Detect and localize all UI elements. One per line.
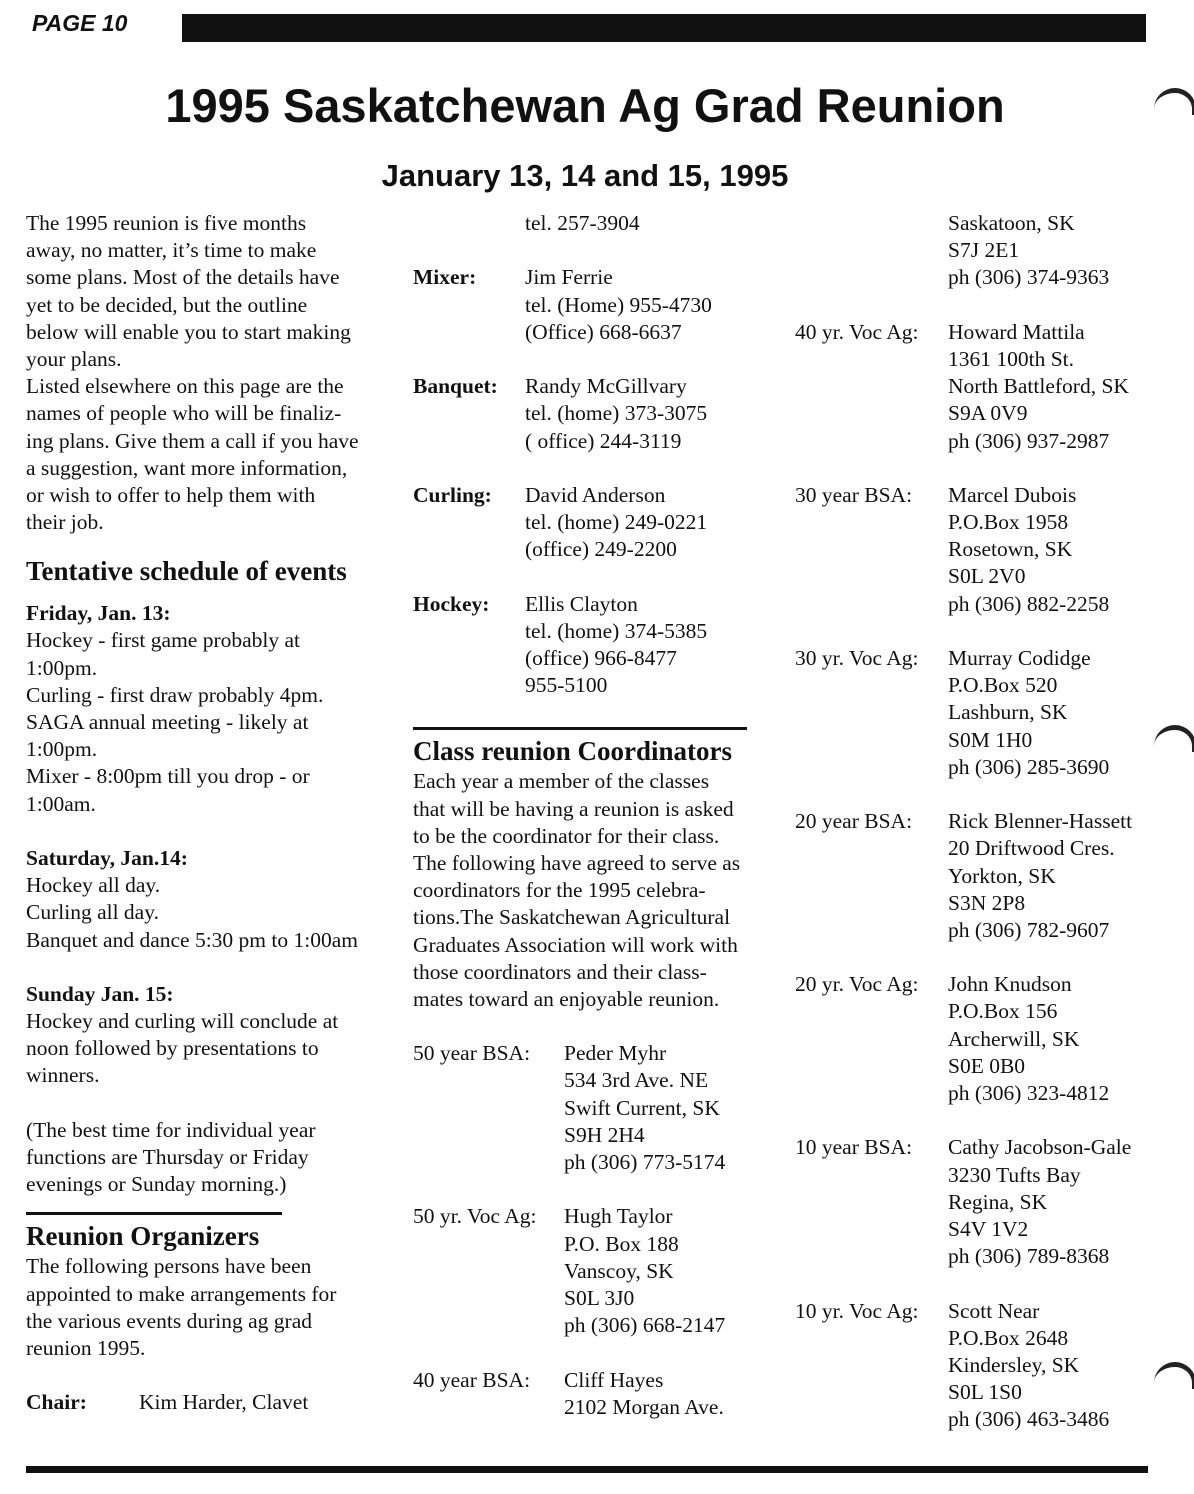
- coordinator-line: S0L 2V0: [948, 564, 1026, 589]
- coordinator-line: Howard Mattila: [948, 319, 1085, 344]
- organizer-line: (office) 249-2200: [525, 537, 677, 562]
- coordinator-line: ph (306) 463-3486: [948, 1407, 1110, 1432]
- coordinator-line: Regina, SK: [948, 1189, 1048, 1214]
- coordinator-line: 3230 Tufts Bay: [948, 1162, 1081, 1187]
- coordinator-line: 534 3rd Ave. NE: [564, 1068, 709, 1093]
- coordinator-line: ph (306) 882-2258: [948, 591, 1110, 616]
- organizer-label: Hockey:: [413, 591, 490, 616]
- section-divider: [26, 1212, 282, 1215]
- header-rule: [182, 14, 1146, 42]
- middle-column: [413, 210, 778, 1421]
- schedule-day-friday: Friday, Jan. 13:: [26, 601, 171, 626]
- schedule-line: Hockey - first game probably at: [26, 628, 301, 653]
- coordinator-line: ph (306) 789-8368: [948, 1244, 1110, 1269]
- coordinator-line: S7J 2E1: [948, 238, 1020, 263]
- schedule-line: SAGA annual meeting - likely at: [26, 710, 309, 734]
- coordinator-line: S3N 2P8: [948, 890, 1026, 915]
- coordinator-entry: [795, 645, 1190, 781]
- text-line: below will enable you to start making: [26, 319, 351, 344]
- organizers-heading: Reunion Organizers: [26, 1221, 260, 1252]
- text-line: Each year a member of the classes: [413, 769, 710, 794]
- coordinator-line: 1361 100th St.: [948, 346, 1075, 371]
- coordinator-label: 10 yr. Voc Ag:: [795, 1298, 919, 1323]
- organizer-line: tel. (home) 374-5385: [525, 618, 708, 643]
- right-column: [795, 210, 1190, 1433]
- text-line: reunion 1995.: [26, 1335, 146, 1360]
- schedule-line: 1:00am.: [26, 791, 96, 816]
- coordinator-line: S0L 3J0: [564, 1285, 635, 1310]
- coordinator-entry: [795, 1298, 1190, 1434]
- coordinator-line: S0E 0B0: [948, 1053, 1026, 1078]
- organizer-line: tel. (Home) 955-4730: [525, 292, 712, 317]
- coordinator-line: P.O.Box 1958: [948, 510, 1069, 535]
- coordinator-line: ph (306) 773-5174: [564, 1150, 726, 1174]
- coordinator-line: Murray Codidge: [948, 646, 1091, 670]
- text-line: coordinators for the 1995 celebra-: [413, 878, 706, 903]
- organizer-entry: [413, 482, 778, 564]
- coordinator-line: P.O.Box 2648: [948, 1325, 1069, 1350]
- schedule-line: Banquet and dance 5:30 pm to 1:00am: [26, 927, 358, 952]
- schedule-line: 1:00pm.: [26, 655, 98, 680]
- schedule-line: Curling all day.: [26, 900, 159, 925]
- text-line: appointed to make arrangements for: [26, 1281, 337, 1306]
- organizer-entry: [413, 264, 778, 346]
- organizer-label: Mixer:: [413, 265, 477, 290]
- organizer-line: tel. (home) 373-3075: [525, 401, 708, 426]
- organizer-line: ( office) 244-3119: [525, 428, 682, 453]
- coordinator-line: Marcel Dubois: [948, 482, 1077, 507]
- coordinator-line: Cathy Jacobson-Gale: [948, 1135, 1132, 1160]
- coordinator-line: Rick Blenner-Hassett: [948, 809, 1133, 834]
- text-line: Listed elsewhere on this page are the: [26, 374, 344, 399]
- page-title: 1995 Saskatchewan Ag Grad Reunion: [165, 79, 1005, 132]
- text-line: tions.The Saskatchewan Agricultural: [413, 905, 731, 930]
- schedule-note: (The best time for individual year: [26, 1117, 316, 1142]
- coordinator-line: S0M 1H0: [948, 727, 1033, 752]
- coordinator-label: 20 year BSA:: [795, 809, 913, 834]
- organizer-line: (office) 966-8477: [525, 646, 677, 670]
- coordinator-label: 30 yr. Voc Ag:: [795, 646, 919, 670]
- organizer-entry: [413, 373, 778, 455]
- coordinator-continued: [795, 210, 1190, 292]
- coordinator-label: 40 yr. Voc Ag:: [795, 319, 919, 344]
- coordinator-entry: [795, 482, 1190, 618]
- schedule-note: evenings or Sunday morning.): [26, 1172, 287, 1197]
- coordinator-line: Vanscoy, SK: [564, 1258, 674, 1283]
- schedule-line: 1:00pm.: [26, 737, 98, 762]
- coordinator-line: Lashburn, SK: [948, 700, 1068, 725]
- organizer-entry: [413, 591, 778, 700]
- coordinator-line: ph (306) 285-3690: [948, 754, 1110, 779]
- schedule-day-saturday: Saturday, Jan.14:: [26, 845, 188, 870]
- coordinator-line: ph (306) 323-4812: [948, 1081, 1110, 1105]
- text-line: Graduates Association will work with: [413, 932, 738, 957]
- coordinator-entry: [795, 971, 1190, 1107]
- text-line: some plans. Most of the details have: [26, 265, 340, 290]
- text-line: or wish to offer to help them with: [26, 482, 316, 507]
- coordinators-heading: Class reunion Coordinators: [413, 736, 733, 767]
- coordinator-line: Kindersley, SK: [948, 1352, 1080, 1377]
- organizer-line: Randy McGillvary: [525, 374, 687, 399]
- text-line: The 1995 reunion is five months: [26, 211, 307, 235]
- organizer-line: 955-5100: [525, 673, 608, 698]
- coordinator-entry: [413, 1203, 778, 1339]
- coordinator-entry: [795, 808, 1190, 944]
- text-line: mates toward an enjoyable reunion.: [413, 986, 720, 1011]
- schedule-line: Hockey all day.: [26, 873, 161, 898]
- chair-tel: tel. 257-3904: [525, 211, 640, 235]
- coordinator-line: Saskatoon, SK: [948, 211, 1075, 235]
- schedule-line: noon followed by presentations to: [26, 1036, 319, 1061]
- coordinator-line: North Battleford, SK: [948, 374, 1129, 399]
- text-line: a suggestion, want more information,: [26, 455, 348, 480]
- coordinator-entry: [795, 1134, 1190, 1270]
- coordinator-label: 30 year BSA:: [795, 482, 913, 507]
- coordinator-line: John Knudson: [948, 972, 1072, 997]
- organizer-label: Banquet:: [413, 374, 498, 399]
- coordinator-line: ph (306) 782-9607: [948, 917, 1110, 942]
- coordinator-line: Rosetown, SK: [948, 537, 1073, 562]
- page-label: PAGE 10: [32, 10, 128, 36]
- coordinator-line: S4V 1V2: [948, 1216, 1029, 1241]
- coordinator-line: Scott Near: [948, 1298, 1040, 1323]
- page-subtitle: January 13, 14 and 15, 1995: [381, 158, 789, 193]
- section-divider: [413, 727, 747, 730]
- coordinator-line: ph (306) 374-9363: [948, 265, 1110, 290]
- left-column: [26, 210, 396, 1417]
- chair-value: Kim Harder, Clavet: [139, 1390, 309, 1415]
- schedule-line: Curling - first draw probably 4pm.: [26, 682, 324, 707]
- coordinator-line: Hugh Taylor: [564, 1204, 673, 1229]
- text-line: the various events during ag grad: [26, 1308, 312, 1333]
- coordinator-label: 50 yr. Voc Ag:: [413, 1204, 537, 1229]
- coordinator-line: 20 Driftwood Cres.: [948, 836, 1115, 861]
- footer-rule: [26, 1466, 1148, 1473]
- schedule-note: functions are Thursday or Friday: [26, 1145, 309, 1169]
- coordinator-line: P.O. Box 188: [564, 1231, 679, 1256]
- coordinator-entry: [795, 319, 1190, 455]
- coordinator-line: ph (306) 668-2147: [564, 1313, 726, 1338]
- text-line: your plans.: [26, 346, 122, 371]
- coordinator-line: P.O.Box 156: [948, 999, 1058, 1024]
- coordinator-label: 10 year BSA:: [795, 1135, 913, 1160]
- coordinator-line: ph (306) 937-2987: [948, 428, 1110, 453]
- coordinator-line: Archerwill, SK: [948, 1026, 1080, 1051]
- organizer-line: Jim Ferrie: [525, 265, 613, 290]
- intro-paragraph: [26, 210, 396, 536]
- coordinator-entry: [413, 1040, 778, 1176]
- coordinator-line: Yorkton, SK: [948, 863, 1056, 888]
- schedule-line: winners.: [26, 1063, 100, 1088]
- text-line: yet to be decided, but the outline: [26, 292, 308, 317]
- text-line: The following persons have been: [26, 1254, 312, 1279]
- coordinator-line: Cliff Hayes: [564, 1367, 664, 1392]
- chair-entry: [26, 1389, 396, 1416]
- coordinator-line: S9H 2H4: [564, 1122, 645, 1147]
- coordinator-line: P.O.Box 520: [948, 673, 1058, 698]
- coordinator-label: 20 yr. Voc Ag:: [795, 972, 919, 997]
- text-line: to be the coordinator for their class.: [413, 823, 720, 848]
- organizer-line: tel. (home) 249-0221: [525, 510, 708, 535]
- text-line: ing plans. Give them a call if you have: [26, 428, 359, 453]
- organizer-line: David Anderson: [525, 482, 666, 507]
- text-line: names of people who will be finaliz-: [26, 401, 342, 426]
- coordinator-line: S9A 0V9: [948, 401, 1028, 426]
- coordinator-line: Peder Myhr: [564, 1041, 667, 1066]
- text-line: their job.: [26, 510, 104, 535]
- text-line: away, no matter, it’s time to make: [26, 238, 317, 263]
- coordinator-line: S0L 1S0: [948, 1380, 1022, 1405]
- organizer-line: Ellis Clayton: [525, 591, 638, 616]
- schedule-day-sunday: Sunday Jan. 15:: [26, 981, 174, 1006]
- schedule-line: Mixer - 8:00pm till you drop - or: [26, 764, 310, 789]
- chair-label: Chair:: [26, 1390, 87, 1415]
- organizer-label: Curling:: [413, 482, 492, 507]
- text-line: that will be having a reunion is asked: [413, 796, 734, 821]
- text-line: those coordinators and their class-: [413, 959, 707, 984]
- coordinator-entry: [413, 1367, 778, 1421]
- coordinator-label: 40 year BSA:: [413, 1367, 531, 1392]
- coordinator-line: 2102 Morgan Ave.: [564, 1394, 724, 1419]
- coordinator-line: Swift Current, SK: [564, 1095, 720, 1120]
- schedule-heading: Tentative schedule of events: [26, 556, 347, 587]
- organizer-line: (Office) 668-6637: [525, 319, 682, 344]
- schedule-line: Hockey and curling will conclude at: [26, 1009, 339, 1034]
- text-line: The following have agreed to serve as: [413, 850, 741, 875]
- coordinator-label: 50 year BSA:: [413, 1041, 531, 1066]
